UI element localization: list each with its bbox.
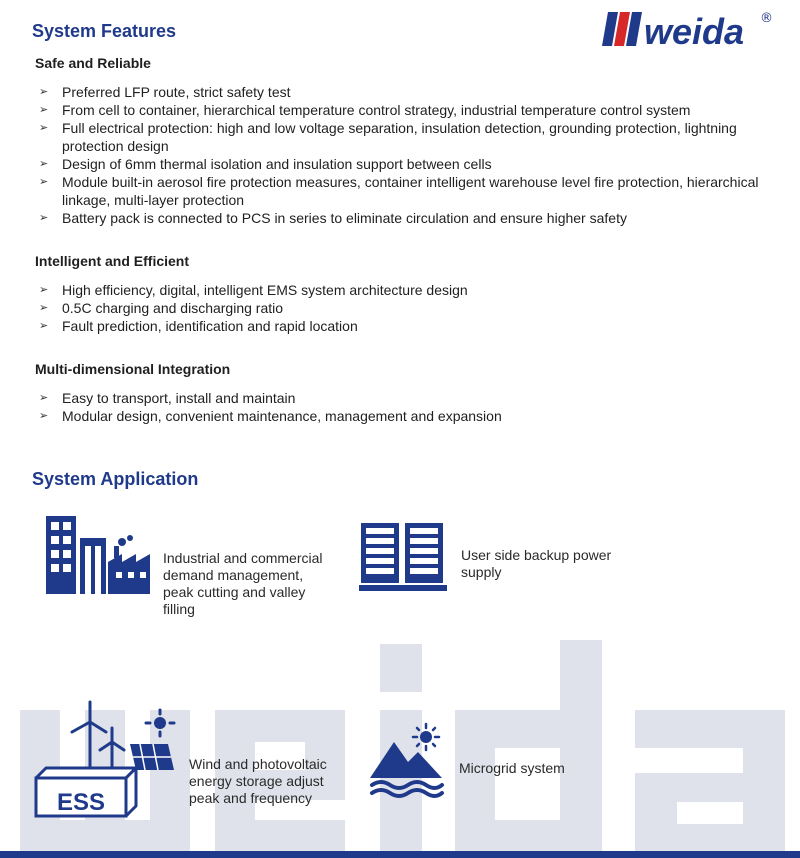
server-rack-icon bbox=[359, 523, 447, 596]
safe-reliable-list bbox=[39, 83, 759, 227]
arrow-bullet-icon: ➢ bbox=[39, 85, 49, 98]
arrow-bullet-icon: ➢ bbox=[39, 157, 49, 170]
ess-wind-solar-icon bbox=[34, 700, 176, 825]
arrow-bullet-icon: ➢ bbox=[39, 211, 49, 224]
list-item: ➢ 0.5C charging and discharging ratio bbox=[39, 300, 284, 316]
list-item: ➢ Fault prediction, identification and rapid location bbox=[39, 318, 358, 334]
app-wind-pv-text: Wind and photovoltaic energy storage adjust peak and frequency bbox=[189, 756, 327, 806]
group-heading-integration: Multi-dimensional Integration bbox=[35, 361, 231, 377]
weida-logo bbox=[600, 6, 780, 50]
arrow-bullet-icon: ➢ bbox=[39, 319, 49, 332]
list-item: ➢ Design of 6mm thermal isolation and insulation support between cells bbox=[39, 156, 492, 172]
list-item: ➢ Full electrical protection: high and low voltage separation, insulation detection, grounding protection, lightning protection design bbox=[39, 120, 737, 154]
integration-list bbox=[39, 389, 759, 425]
arrow-bullet-icon: ➢ bbox=[39, 301, 49, 314]
factory-icon bbox=[44, 516, 152, 601]
arrow-bullet-icon: ➢ bbox=[39, 103, 49, 116]
arrow-bullet-icon: ➢ bbox=[39, 391, 49, 404]
intelligent-efficient-list bbox=[39, 281, 759, 335]
ess-badge: ESS bbox=[56, 789, 106, 816]
application-title: System Application bbox=[32, 469, 199, 489]
list-item: ➢ Preferred LFP route, strict safety test bbox=[39, 84, 291, 100]
features-title: System Features bbox=[32, 21, 177, 41]
app-microgrid-text: Microgrid system bbox=[459, 760, 565, 776]
logo-wordmark: weida bbox=[644, 11, 745, 50]
microgrid-landscape-icon bbox=[368, 722, 446, 807]
arrow-bullet-icon: ➢ bbox=[39, 283, 49, 296]
list-item: ➢ Easy to transport, install and maintain bbox=[39, 390, 296, 406]
arrow-bullet-icon: ➢ bbox=[39, 175, 49, 188]
list-item: ➢ From cell to container, hierarchical temperature control strategy, industrial temperature control system bbox=[39, 102, 691, 118]
list-item: ➢ Modular design, convenient maintenance, management and expansion bbox=[39, 408, 502, 424]
app-backup-text: User side backup power supply bbox=[461, 547, 612, 580]
group-heading-intelligent: Intelligent and Efficient bbox=[35, 253, 190, 269]
group-heading-safe: Safe and Reliable bbox=[35, 55, 151, 71]
arrow-bullet-icon: ➢ bbox=[39, 409, 49, 422]
weida-logo-mark-icon bbox=[600, 6, 780, 50]
list-item: ➢ High efficiency, digital, intelligent EMS system architecture design bbox=[39, 282, 468, 298]
app-industrial-text: Industrial and commercial demand management, peak cutting and valley filling bbox=[163, 550, 323, 617]
registered-mark: ® bbox=[760, 11, 773, 26]
list-item: ➢ Module built-in aerosol fire protection measures, container intelligent warehouse level fire protection, hierarchical linkage, multi-layer protection bbox=[39, 174, 759, 208]
bottom-accent-bar bbox=[0, 851, 800, 858]
arrow-bullet-icon: ➢ bbox=[39, 121, 49, 134]
list-item: ➢ Battery pack is connected to PCS in series to eliminate circulation and ensure higher safety bbox=[39, 210, 627, 226]
